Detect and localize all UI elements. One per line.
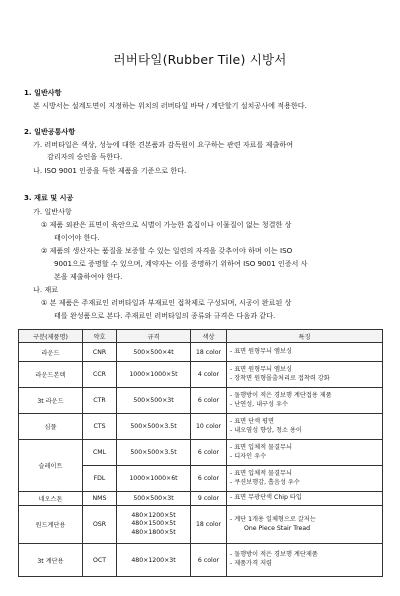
- product-features: [227, 388, 383, 414]
- section-3-sub-na: 나. 재료: [33, 285, 59, 294]
- product-color: 18 color: [191, 506, 227, 544]
- feature-line: - 돌행방이 적은 경보행 계단접용 제품: [230, 391, 332, 399]
- spec-line: 480×1200×5t: [131, 511, 176, 519]
- table-row: [19, 440, 383, 466]
- header-spec: 규격: [117, 330, 191, 343]
- feature-line: - 제품가격 저렴: [230, 560, 273, 567]
- product-name: 심플: [19, 414, 83, 440]
- section-2-item-na: 나. ISO 9001 인증을 득한 제품을 기준으로 한다.: [33, 166, 187, 175]
- product-color: 6 color: [191, 466, 227, 492]
- feature-line: - 표면 입체적 물결무늬: [230, 469, 292, 477]
- section-3-sub-ga: 가. 일반사항: [33, 207, 72, 216]
- feature-line: - 표면 원형무늬 엠보싱: [230, 365, 292, 373]
- product-code: CTS: [83, 414, 117, 440]
- product-code: CML: [83, 440, 117, 466]
- product-features: [227, 343, 383, 362]
- section-3-item-2-cont-1: 9001으로 증명할 수 있으며, 계약자는 이를 증명하기 위하여 ISO 9001 인증서 사: [54, 259, 308, 268]
- product-name: 라운드본텍: [19, 362, 83, 388]
- section-2-item-ga-cont: 감리자의 승인을 득한다.: [47, 152, 123, 161]
- spec-line: 480×1800×5t: [131, 528, 176, 536]
- section-2-heading: 2. 일반공통사항: [24, 127, 76, 136]
- feature-line: - 표면 무광단색 Chip 타입: [230, 494, 302, 502]
- feature-line: - 표면 단색 평면: [230, 417, 274, 425]
- product-code: CTR: [83, 388, 117, 414]
- section-3-item-2: ② 제품의 생산자는 품질을 보증할 수 있는 일련의 자격을 갖추어야 하며 이는 ISO: [41, 246, 293, 255]
- feature-line: - 장착면 원형몰출처리로 접착력 강화: [230, 374, 330, 382]
- product-spec: 1000×1000×6t: [117, 466, 191, 492]
- feature-line: - 표면 원형무늬 엠보싱: [230, 347, 292, 355]
- feature-line: - 표면 입체적 물결무늬: [230, 443, 292, 451]
- product-color: 4 color: [191, 362, 227, 388]
- section-3-heading: 3. 재료 및 시공: [24, 193, 74, 202]
- product-features: [227, 544, 383, 577]
- product-color: 6 color: [191, 544, 227, 577]
- product-name: 원드계단용: [19, 506, 83, 544]
- section-2-item-ga: 가. 러버타일은 색상, 성능에 대한 견본품과 감독원이 요구하는 관련 자료를 제출하여: [33, 140, 294, 149]
- product-features: [227, 414, 383, 440]
- product-color: 6 color: [191, 440, 227, 466]
- product-code: NMS: [83, 492, 117, 506]
- section-3-item-3: ① 본 제품은 주재료인 러버타일과 부재료인 접착제로 구성되며, 시공이 완료된 상: [41, 298, 292, 307]
- table-row: [19, 414, 383, 440]
- feature-line: - 내오염성 향상, 청소 용이: [230, 426, 302, 434]
- header-color: 색상: [191, 330, 227, 343]
- product-name: 3t 계단용: [19, 544, 83, 577]
- product-name: 네오스톤: [19, 492, 83, 506]
- product-spec: 500×500×3.5t: [117, 440, 191, 466]
- header-code: 약호: [83, 330, 117, 343]
- product-color: 6 color: [191, 388, 227, 414]
- product-code: FDL: [83, 466, 117, 492]
- product-name: 3t 라운드: [19, 388, 83, 414]
- table-header-row: [19, 330, 383, 343]
- section-3-item-2-cont-2: 본을 제출하여야 한다.: [54, 272, 123, 281]
- table-row: [19, 506, 383, 544]
- product-name: 슬레이트: [19, 440, 83, 492]
- product-code: OSR: [83, 506, 117, 544]
- spec-line: 480×1500×5t: [131, 520, 176, 528]
- material-spec-table: [18, 329, 383, 577]
- table-row: [19, 492, 383, 506]
- product-code: CNR: [83, 343, 117, 362]
- feature-line: - 돌행방이 적은 경보행 계단제품: [230, 551, 318, 559]
- feature-line: - 쿠션보행감, 흡음성 우수: [230, 478, 300, 486]
- table-row: [19, 362, 383, 388]
- product-features: [227, 440, 383, 466]
- product-spec: 500×500×3.5t: [117, 414, 191, 440]
- product-color: 18 color: [191, 343, 227, 362]
- table-row: [19, 544, 383, 577]
- product-features: [227, 506, 383, 544]
- section-3-item-3-cont: 태를 완성품으로 본다. 주재료인 러버타일의 종류와 규격은 다음과 같다.: [54, 311, 276, 320]
- feature-line: - 디자인 우수: [230, 452, 267, 460]
- header-product: 구분(제품명): [19, 330, 83, 343]
- product-color: 9 color: [191, 492, 227, 506]
- product-spec: 500×500×3t: [117, 492, 191, 506]
- feature-line: - 난연성, 내구성 우수: [230, 400, 288, 408]
- section-1-heading: 1. 일반사항: [24, 88, 62, 97]
- feature-line: - 계단 1개용 일체형으로 갈저는: [230, 515, 316, 523]
- document-title: 러버타일(Rubber Tile) 시방서: [113, 52, 287, 67]
- section-3-item-1: ① 제품 외관은 표면이 육안으로 식별이 가능한 흠집이나 이물질이 없는 청결한 상: [41, 220, 292, 229]
- product-features: [227, 466, 383, 492]
- product-features: [227, 362, 383, 388]
- product-spec: 480×1200×3t: [117, 544, 191, 577]
- section-3-item-1-cont: 태이어야 한다.: [54, 233, 100, 242]
- product-code: CCR: [83, 362, 117, 388]
- product-spec: 500×500×4t: [117, 343, 191, 362]
- product-spec: 1000×1000×5t: [117, 362, 191, 388]
- feature-line: One Piece Stair Tread: [244, 524, 311, 532]
- table-row: [19, 343, 383, 362]
- product-code: OCT: [83, 544, 117, 577]
- product-spec: [117, 506, 191, 544]
- product-spec: 500×500×3t: [117, 388, 191, 414]
- header-features: 특징: [227, 330, 383, 343]
- product-features: [227, 492, 383, 506]
- product-color: 10 color: [191, 414, 227, 440]
- table-row: [19, 388, 383, 414]
- product-name: 라운드: [19, 343, 83, 362]
- section-1-body: 본 시방서는 설계도면이 지정하는 위치의 러버타일 바닥 / 계단할기 설치공사에 적용한다.: [33, 101, 307, 110]
